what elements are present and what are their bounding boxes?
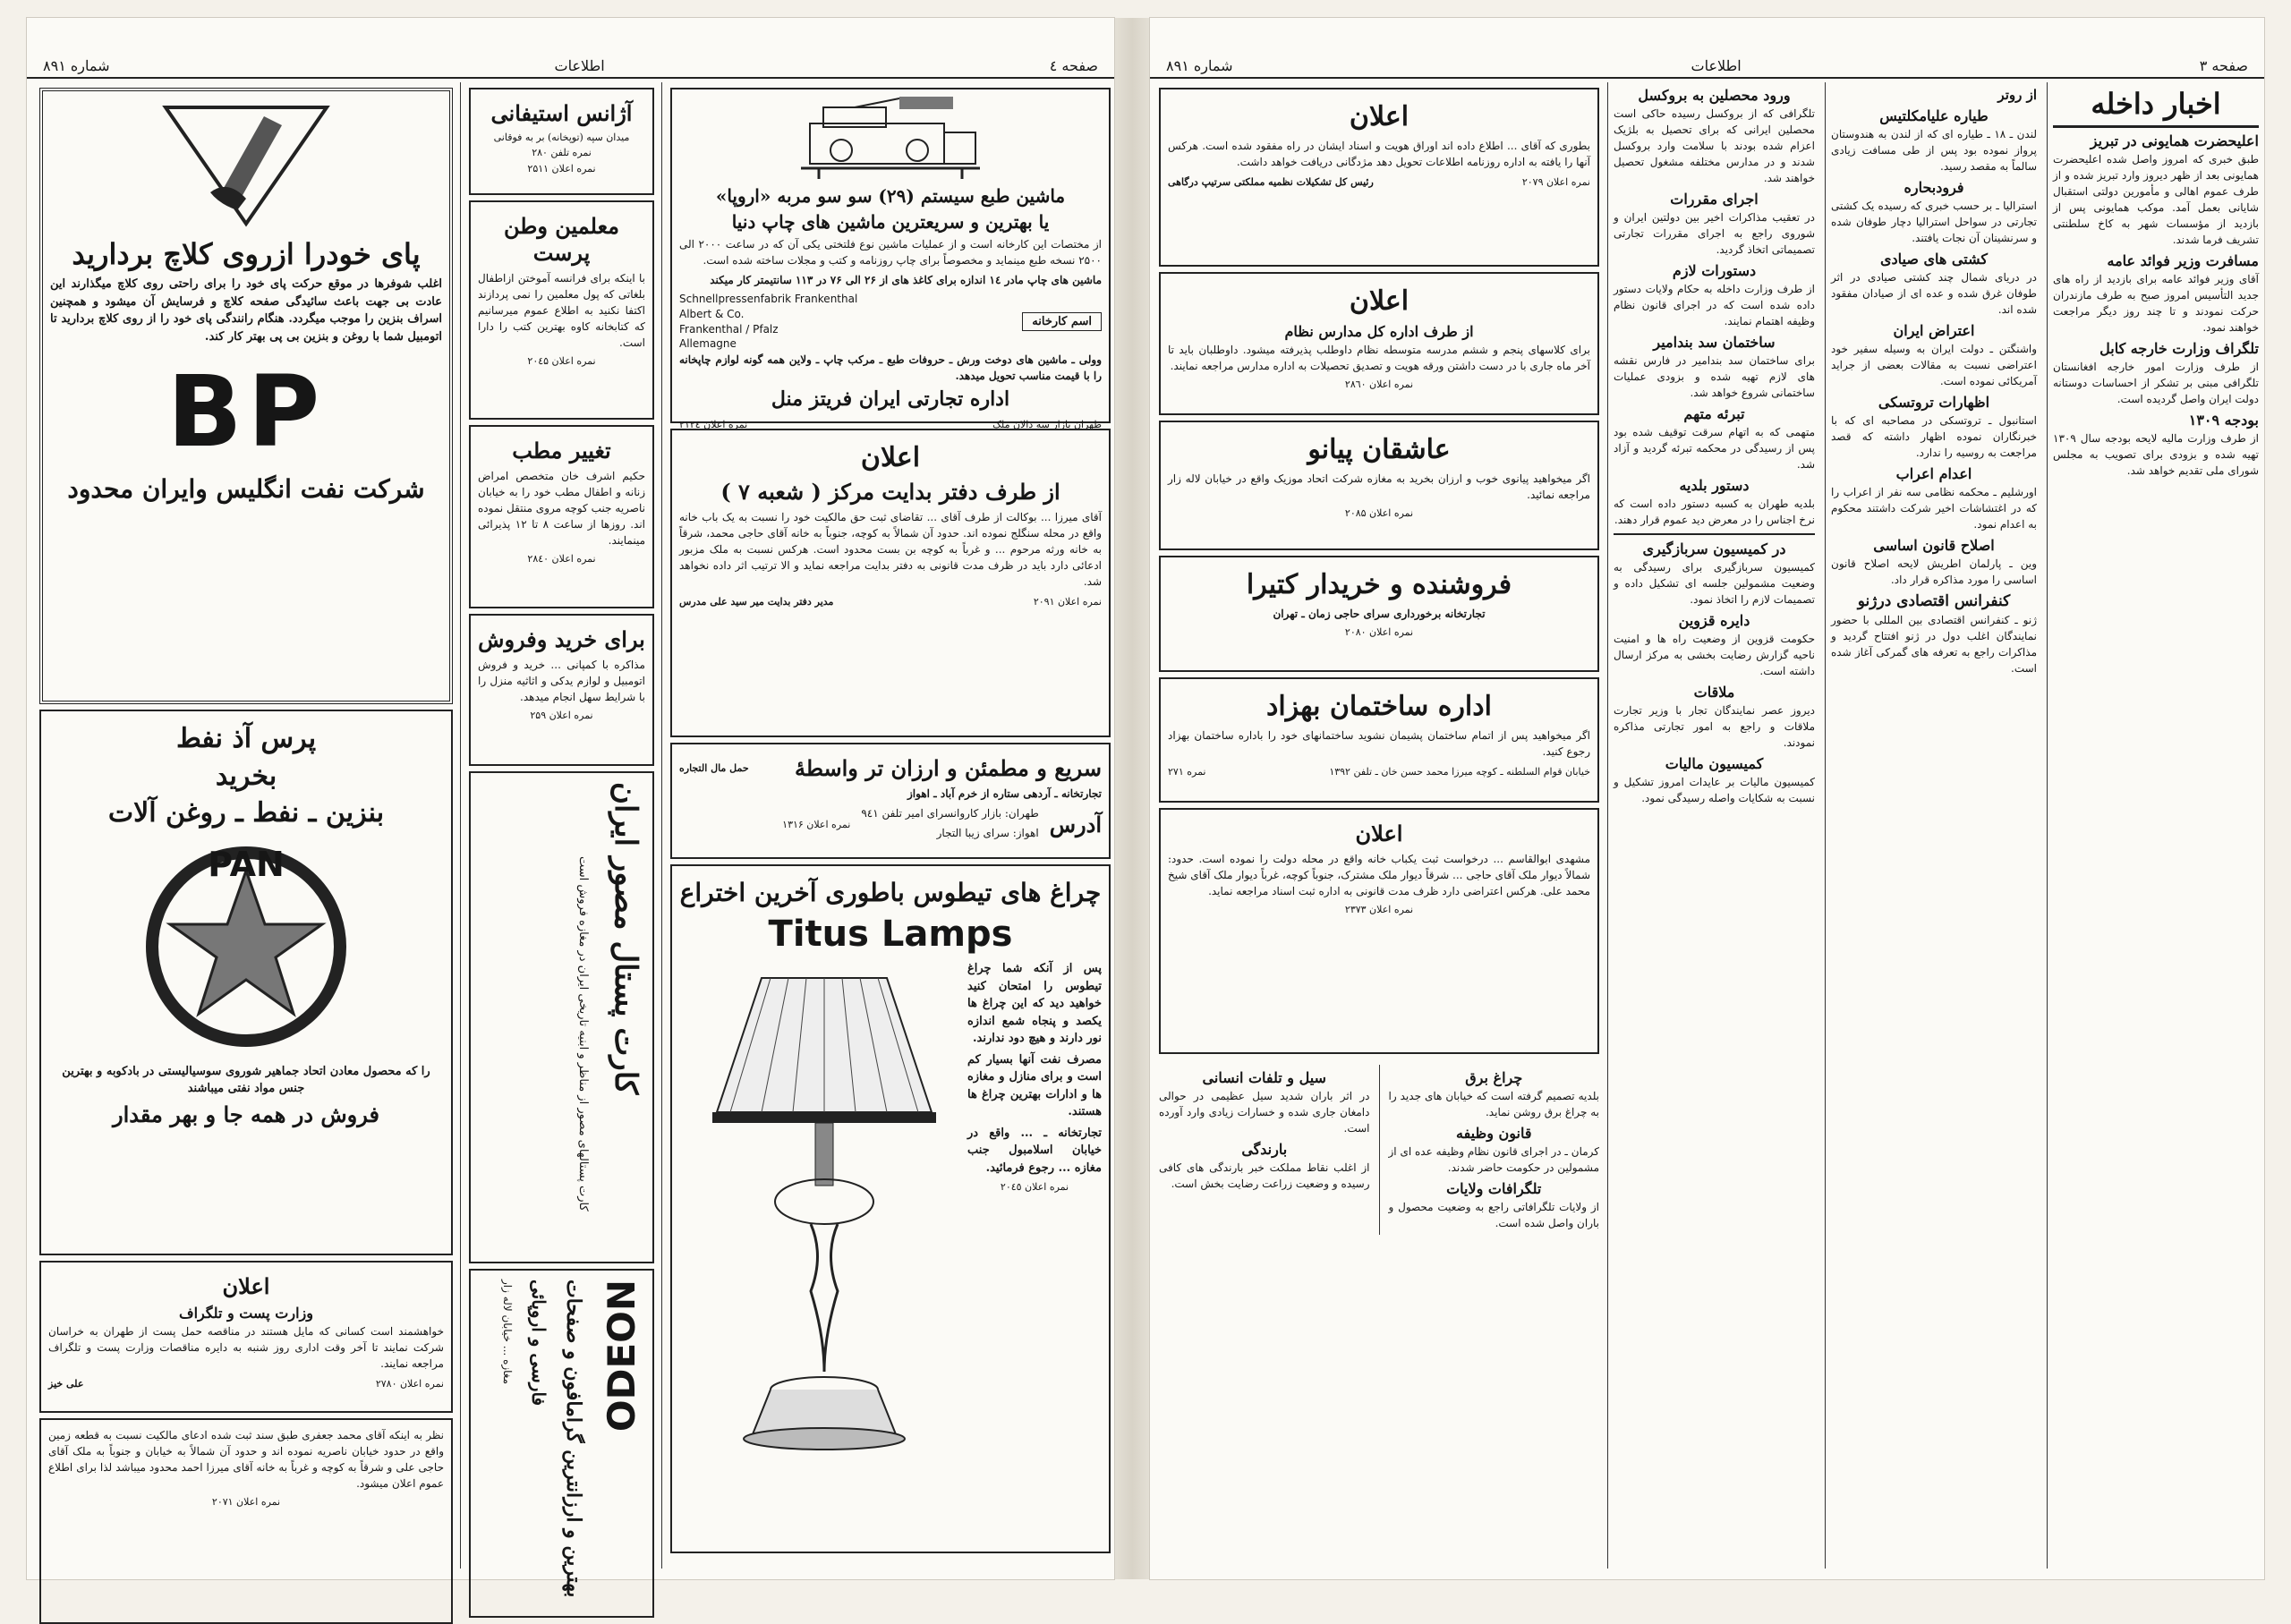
titus-body1: پس از آنکه شما چراغ تیطوس را امتحان کنید خواهید دید که این چراغ ها یکصد و پنجاه شمع اندازه نور دارند و هیچ دود ندارند. [967,962,1102,1045]
telegraph-item-text: ژنو ـ کنفرانس اقتصادی بین المللی با حضور نمایندگان اغلب دول در ژنو افتتاح گردید و مذاکرات راجع به تعرفه های گمرکی آغاز شده است. [1831,614,2037,675]
pan-logo: PAN [208,844,285,884]
titus-ad [670,864,1111,1553]
right-rule-1 [2047,82,2048,1569]
telegraph-column [1826,82,2042,1569]
lamp-icon [690,960,958,1461]
elan-right-body: بطوری که آقای ... اطلاع داده اند اوراق هویت و اسناد ایشان در راه مفقود شده است. هرکس آنها را یافته به اداره روزنامه اطلاعات تحویل دهد مژدگانی دریافت خواهد داشت. [1168,139,1590,168]
right-rule-2 [1825,82,1826,1569]
misc-item-1 [1614,612,1815,679]
misc-item-head: ملاقات [1693,684,1735,701]
telegraph-item-head: طیاره علیامکلتیس [1879,107,1989,124]
news-item-text: آقای وزیر فوائد عامه برای بازدید از راه های جدید التأسیس امروز صبح به طرف مازندران حرکت نمودند و تا چند روز دیگر مراجعت خواهند نمود. [2053,273,2259,334]
bidayat-title: اعلان [860,442,921,473]
buysell-ad [469,614,654,766]
lower-news [1155,1059,1603,1240]
titus-brand: Titus Lamps [768,914,1013,955]
left-col-c [36,82,456,1569]
misc-item-head: در کمیسیون سربازگیری [1642,540,1786,557]
buysell-title: برای خرید وفروش [478,626,645,652]
telegraph-item-1 [1831,179,2037,246]
clinic-body: حکیم اشرف خان متخصص امراض زنانه و اطفال مطب خود را به خیابان ناصریه جنب کوچه مروی منتقل نموده اند. روزها از ساعت ۸ تا ۱۲ پذیرائی مینمایند. [478,470,646,547]
press-title: ماشین طبع سیستم (۲۹) سو سو مربه «اروپا» [715,185,1066,207]
titus-body2: مصرف نفت آنها بسیار کم است و برای منازل و مغازه ها و ادارات بهترین چراغ ها هستند. [967,1052,1102,1118]
agency-ad [469,88,654,195]
vertical-ad [469,771,654,1263]
telegraph-item-text: استانبول ـ تروتسکی در مصاحبه ای که با خبرنگاران نموده اظهار داشته که قصد مراجعت به روسیه را ندارد. [1831,414,2037,459]
clinic-title: تغییر مطب [512,438,611,463]
misc-item-2 [1614,684,1815,751]
registration-number: نمره اعلان ۲۳۷۳ [1344,904,1414,915]
news-item-2 [2053,340,2259,407]
misc-item-text: کرمان ـ در اجرای قانون نظام وظیفه عده ای از مشمولین در حکومت حاضر شدند. [1388,1145,1599,1174]
news-item-3 [2053,412,2259,479]
bidayat-number: نمره اعلان ۲۰۹۱ [1033,595,1102,608]
pan-products: بنزین ـ نفط ـ روغن آلات [107,797,385,829]
brussels-b6: بلدیه طهران به کسبه دستور داده است که نرخ اجناس را در معرض دید عموم قرار دهند. [1614,497,1815,526]
telegraph-item-head: کنفرانس اقتصادی درژنو [1857,592,2011,610]
news-title: اخبار داخله [2053,86,2259,128]
press-number: نمره اعلان ۲۱۲٤ [679,418,748,430]
misc-item-text: در اثر باران شدید سیل عظیمی در حوالی دامغان جاری شده و خسارات زیادی وارد آورده است. [1159,1090,1370,1135]
brussels-body: تلگرافی که از بروکسل رسیده حاکی است محصلین ایرانی که برای تحصیل به بلژیک اعزام شده بودند با سلامت وارد بروکسل شدند و در مدارس مختلفه مشغول تحصیل خواهند شد. [1614,107,1815,184]
transport-addr-label: آدرس [1049,812,1102,838]
odeon-text3: مغازه ... خیابان لاله زار [501,1280,514,1385]
construction-ad [1159,677,1599,803]
elan-school-subtitle: از طرف اداره کل مدارس نظام [1284,322,1474,340]
post-ad [39,1261,453,1413]
buysell-body: مذاکره با کمپانی ... خرید و فروش اتومبیل و لوازم یدکی و اثاثیه منزل را با شرایط سهل انجام میدهد. [478,659,645,703]
bp-company: شرکت نفت انگلیس وایران محدود [67,474,425,504]
right-page [1150,18,2264,1579]
telegraph-item-2 [1831,251,2037,318]
right-page-number: صفحه ۳ [2199,56,2248,74]
left-rule-1 [661,82,662,1569]
press-ad [670,88,1111,430]
pan-line2: بخرید [215,760,277,792]
construction-body: اگر میخواهید پس از اتمام ساختمان پشیمان نشوید ساختمانهای خود را باداره ساختمان بهزاد رجوع کنید. [1168,728,1590,758]
transport-addr2: اهواز: سرای زیبا التجار [936,827,1039,839]
misc-item-3 [1614,755,1815,806]
press-agency-name: اداره تجارتی ایران فریتز منل [771,387,1010,412]
telegraph-item-head: اعتراض ایران [1893,322,1975,339]
misc-item-text: حکومت قزوین از وضعیت راه ها و امنیت ناحیه گزارش رضایت بخشی به مرکز ارسال داشته است. [1614,633,1815,677]
bidayat-signer: مدیر دفتر بدایت میر سید علی مدرس [679,595,834,608]
bp-logo: BP [166,354,326,469]
brussels-s5: تبرئه متهم [1683,405,1745,422]
teachers-number: نمره اعلان ۲۰٤۵ [527,355,596,367]
bp-body: اغلب شوفرها در موقع حرکت پای خود را برای راحتی روی کلاچ میگذارند این عادت بی جهت باعث سائیدگی صفحه کلاچ و فرسایش آن میشود و همچنین اسراف بنزین را موجب میگردد. هنگام رانندگی پای خود را از روی کلاچ بردارید تا اتومبیل شما با روغن و بنزین بی پی بهتر کار کند. [50,277,442,344]
brussels-b5: متهمی که به اتهام سرقت توقیف شده بود پس از رسیدگی در محکمه تبرئه گردید و آزاد شد. [1614,426,1815,471]
piano-ad [1159,421,1599,550]
misc-item-text: دیروز عصر نمایندگان تجار با وزیر تجارت ملاقات و راجع به امور تجارتی مذاکره نمودند. [1614,704,1815,749]
odeon-brand: ODEON [600,1280,643,1433]
katira-body: تجارتخانه برخورداری سرای حاجی زمان ـ تهران [1273,607,1486,620]
vertical-ad-body: کارت پستالهای مصور از مناظر و ابنیه تاریخی ایران در مغازه فروش است [576,856,590,1212]
notice-body: نظر به اینکه آقای محمد جعفری طبق سند ثبت شده ادعای مالکیت نسبت به قطعه زمین واقع در حدود خیابان ناصریه نموده اند و حدود آن شمالاً به خیابان و جنوباً به ملک آقای حاجی علی و شرقاً به کوچه و غرباً به خانه آقای میرزا احمد محدود میباشد لذا برای اطلاع عموم اعلان میشود. [48,1429,445,1490]
press-maker-city: Frankenthal / Pfalz [679,322,779,336]
pan-ad [39,710,453,1255]
news-item-head: تلگراف وزارت خارجه کابل [2099,340,2259,357]
clinic-number: نمره اعلان ۲۸٤۰ [527,553,596,565]
katira-number: نمره اعلان ۲۰۸۰ [1344,625,1414,638]
misc-item-head: تلگرافات ولایات [1446,1180,1542,1197]
telegraph-item-head: اظهارات تروتسکی [1878,394,1990,411]
telegraph-item-head: فرودبحاره [1903,179,1964,196]
news-item-head: بودجه ۱۳۰۹ [2188,412,2259,429]
elan-right [1159,88,1599,267]
bp-headline: پای خودرا ازروی کلاچ بردارید [72,237,421,271]
bidayat-body: آقای میرزا ... بوکالت از طرف آقای ... تقاضای ثبت حق مالکیت خود را نسبت به یک باب خانه واقع در محله سنگلج نموده اند. حدود آن شمالاً به کوچه، جنوباً به خانه آقای حاجی محمد، شرقاً به خانه ورثه مرحوم ... و غرباً به کوچه بن بست محدود است. هرکس نسبت به ملک مزبور ادعائی دارد باید در ظرف مدت قانونی به دفتر بدایت مراجعه نماید و الا ترتیب اثر داده نخواهد شد. [679,510,1102,588]
misc-item-text: از ولایات تلگرافاتی راجع به وضعیت محصول و باران واصل شده است. [1388,1201,1599,1229]
piano-title: عاشقان پیانو [1307,434,1451,465]
notice-ad [39,1418,453,1624]
misc-item-0 [1614,540,1815,608]
left-paper-name: اطلاعات [554,56,605,74]
clutch-pedal-icon [157,98,336,233]
titus-number: نمره اعلان ۲۰٤٥ [1000,1181,1069,1193]
registration-body: مشهدی ابوالقاسم ... درخواست ثبت یکباب خانه واقع در محله دولت را نموده است. حدود: شمالاً دیوار ملک آقای حاجی ... شرقاً دیوار ملک مشترک، جنوباً کوچه، غرباً دیوار ملک آقای شیخ محمد علی. هرکس اعتراضی دارد ظرف مدت قانونی به اداره ثبت اسناد مراجعه نماید. [1168,853,1591,897]
titus-headline: چراغ های تیطوس باطوری آخرین اختراع [679,878,1102,907]
press-agents: وولی ـ ماشین های دوخت ورش ـ حروفات طبع ـ مرکب چاپ ـ ولاین همه گونه لوازم چاپخانه را با قیمت مناسب تحویل میدهد. [679,353,1102,383]
telegraph-item-5 [1831,465,2037,532]
press-agency-addr: طهران بازار سه دالان ملک [992,418,1102,430]
printing-press-icon [792,97,989,182]
teachers-title: معلمین وطن پرست [503,213,620,266]
telegraph-item-head: اعدام اعراب [1895,465,1972,482]
left-masthead [27,54,1114,79]
katira-ad [1159,556,1599,672]
registration-ad [1159,808,1599,1054]
telegraph-item-head: کشتی های صیادی [1880,251,1988,268]
bp-ad [39,88,453,704]
transport-ad [670,743,1111,859]
construction-addr: خیابان قوام السلطنه ـ کوچه میرزا محمد حسن خان ـ تلفن ۱۳۹۲ [1329,765,1590,778]
clinic-ad [469,425,654,608]
telegraph-item-text: واشنگتن ـ دولت ایران به وسیله سفیر خود اعتراضی نسبت به مقالات بعضی از جراید آمریکائی نموده است. [1831,343,2037,387]
buysell-number: نمره اعلان ۲۵۹ [530,710,593,721]
news-item-text: از طرف وزارت مالیه لایحه بودجه سال ۱۳۰۹ تهیه شده و بزودی برای تصویب به مجلس شورای ملی تقدیم خواهد شد. [2053,432,2259,477]
press-maker-de: Schnellpressenfabrik Frankenthal [679,293,858,305]
news-item-head: اعلیحضرت همایونی در تبریز [2090,132,2259,149]
post-signer: علی خیز [48,1378,84,1390]
registration-title: اعلان [1355,821,1403,846]
right-masthead [1150,54,2264,79]
left-page-number: صفحه ٤ [1049,56,1098,74]
transport-title: سریع و مطمئن و ارزان تر واسطهٔ [794,755,1102,781]
notice-number: نمره اعلان ۲۰۷۱ [211,1496,281,1508]
left-col-b [465,82,658,1598]
press-maker [679,292,857,352]
elan-right-signer: رئیس کل تشکیلات نظمیه مملکتی سرتیپ درگاهی [1168,175,1374,188]
construction-title: اداره ساختمان بهزاد [1266,691,1492,722]
elan-school-body: برای کلاسهای پنجم و ششم مدرسه متوسطه نظام داوطلب پذیرفته میشود. داوطلبان باید تا آخر ماه جاری با در دست داشتن ورقه هویت و تصدیق تحصیلات به اداره مدارس مراجعه نمایند. [1168,343,1590,372]
press-subtitle: یا بهترین و سریعترین ماشین های چاپ دنیا [731,211,1050,233]
left-col-a [667,82,1114,1569]
transport-number: نمره اعلان ۱۳۱۶ [782,819,851,831]
piano-number: نمره اعلان ۲۰۸۵ [1344,506,1414,519]
elan-school-title: اعلان [1349,285,1410,317]
brussels-column [1608,82,1820,1569]
post-subtitle: وزارت پست و تلگراف [178,1305,313,1322]
agency-body: میدان سپه (توپخانه) بر به فوقانی [493,132,630,143]
misc-item-head: چراغ برق [1465,1069,1523,1086]
news-item-1 [2053,252,2259,336]
divider [1614,533,1815,535]
brussels-s2: اجرای مقررات [1670,191,1759,208]
news-item-0 [2053,132,2259,248]
news-column [2048,82,2264,1569]
misc-item-head: کمیسیون مالیات [1665,755,1764,772]
agency-title: آژانس استیفانی [490,100,633,126]
bidayat-subtitle: از طرف دفتر بدایت مرکز ( شعبه ۷ ) [720,478,1060,505]
misc-item-head: بارندگی [1241,1141,1288,1158]
post-body: خواهشمند است کسانی که مایل هستند در مناقصه حمل پست از طهران به خراسان شرکت نمایند تا آخر وقت اداری روز شنبه به دایره مناقصات وزارت پست و تلگراف مراجعه نمایند. [48,1325,444,1370]
telegraph-item-6 [1831,537,2037,588]
telegraph-item-3 [1831,322,2037,389]
teachers-body: با اینکه برای فرانسه آموختن ازاطفال بلغاتی که پول معلمین را نمی پردازند اکتفا نکنید به اطلاع عموم میرسانیم که کتابخانه کاوه بهترین کتب را دارا است. [478,272,645,349]
news-item-text: طبق خبری که امروز واصل شده اعلیحضرت همایونی بعد از ظهر دیروز وارد تبریز شده و از طرف عموم اهالی و مأمورین دولتی استقبال شایانی بعمل آمد. موکب همایونی پس از بازدید از مؤسسات شهر به کاخ سلطنتی تشریف فرما شدند. [2053,153,2259,246]
telegraph-item-7 [1831,592,2037,676]
telegraph-item-text: وین ـ پارلمان اطریش لایحه اصلاح قانون اساسی را مورد مذاکره قرار داد. [1831,557,2037,586]
left-page [27,18,1114,1598]
news-item-text: از طرف وزارت امور خارجه افغانستان تلگرافی مبنی بر تشکر از احساسات دوستانه دولت ایران واصل گردیده است. [2053,361,2259,405]
agency-number: نمره اعلان ۲۵۱۱ [527,162,596,174]
telegraph-item-4 [1831,394,2037,461]
left-rule-2 [460,82,461,1569]
brussels-b3: از طرف وزارت داخله به حکام ولایات دستور داده شده است که در اجرای قانون نظام وظیفه اهتمام نمایند. [1614,283,1815,327]
pan-logo-wrap [139,839,353,1054]
elan-right-number: نمره اعلان ۲۰۷۹ [1521,175,1590,188]
pan-line1: پرس آذ نفط [175,723,317,754]
telegraph-item-text: اورشلیم ـ محکمه نظامی سه نفر از اعراب را که در اغتشاشات اخیر شرکت داشتند محکوم به اعدام نمود. [1831,486,2037,531]
telegraph-item-text: در دریای شمال چند کشتی صیادی در اثر طوفان غرق شده و عده ای از صیادان مفقود شده اند. [1831,271,2037,316]
misc-item-head: دایره قزوین [1678,612,1750,629]
page-gutter [1114,18,1150,1579]
telegraph-item-text: استرالیا ـ بر حسب خبری که رسیده یک کشتی تجارتی در سواحل استرالیا دچار طوفان شده و سرنشینان آن نجات یافتند. [1831,200,2037,244]
brussels-title: ورود محصلین به بروکسل [1638,87,1791,104]
elan-school [1159,272,1599,415]
brussels-s3: دستورات لازم [1672,262,1757,279]
pan-desc: را که محصول معادن اتحاد جماهیر شوروی سوسیالیستی در بادکوبه و بهترین جنس مواد نفتی میباشند [62,1064,430,1095]
press-small: ماشین های چاپ مادر ۱٤ اندازه برای کاغذ های از ۲۶ الی ۷۶ در ۱۱۳ سانتیمتر کار میکند [710,274,1102,286]
press-maker-country: Allemagne [679,337,737,351]
news-item-head: مسافرت وزیر فوائد عامه [2107,252,2259,269]
titus-body3: تجارتخانه ـ ... واقع در خیابان اسلامبول جنب مغازه ... رجوع فرمائید. [967,1126,1102,1175]
telegraph-item-head: اصلاح قانون اساسی [1873,537,1995,554]
factory-label: اسم کارخانه [1022,312,1102,331]
teachers-ad [469,200,654,420]
transport-body: تجارتخانه ـ آردهی ستاره از خرم آباد ـ اهواز [907,787,1102,800]
brussels-s6: دستور بلدیه [1679,477,1750,494]
brussels-b4: برای ساختمان سد بندامیر در فارس نقشه های لازم تهیه شده و بزودی عملیات ساختمانی شروع خواهد شد. [1614,354,1815,399]
elan-school-number: نمره اعلان ۲۸٦۰ [1344,378,1414,390]
construction-number: نمره ۲۷۱ [1168,765,1206,778]
press-body: از مختصات این کارخانه است و از عملیات ماشین نوع فلتختی یکی آن که در ساعت ۲۰۰۰ الی ۲۵۰۰ نسخه طبع مینماید و مخصوصاً برای چاپ روزنامه و کتب و مجلات ساخته شده است. [679,238,1102,267]
misc-item-head: سیل و تلفات انسانی [1202,1069,1326,1086]
misc-item-head: قانون وظیفه [1455,1125,1532,1142]
vertical-ad-title: کارت پستال مصور ایران [608,782,643,1095]
katira-title: فروشنده و خریدار کتیرا [1246,569,1512,600]
left-issue-number: شماره ۸۹۱ [43,56,110,74]
odeon-ad [469,1269,654,1618]
post-number: نمره اعلان ۲۷۸۰ [375,1378,444,1390]
transport-tag: حمل مال التجاره [679,762,749,775]
misc-item-text: کمیسیون سربازگیری برای رسیدگی به وضعیت مشمولین جلسه ای تشکیل داده و تصمیمات لازم را اتخاذ نمود. [1614,561,1815,606]
post-title: اعلان [222,1273,270,1299]
right-ads-column [1155,82,1603,1569]
elan-right-title: اعلان [1349,101,1410,132]
press-maker-name: Albert & Co. [679,307,745,320]
bidayat-ad [670,429,1111,737]
brussels-b2: در تعقیب مذاکرات اخیر بین دولتین ایران و شوروی راجع به اجرای مقررات تجارتی تصمیماتی اتخاذ گردید. [1614,211,1815,256]
piano-body: اگر میخواهید پیانوی خوب و ارزان بخرید به مغازه شرکت اتحاد موزیک واقع در خیابان لاله زار مراجعه نمائید. [1168,472,1590,501]
telegraph-item-text: لندن ـ ۱۸ ـ طیاره ای که از لندن به هندوستان پرواز نموده بود پس از طی مسافت زیادی سالماً به مقصد رسید. [1831,128,2037,173]
agency-phone: نمره تلفن ۲۸۰ [532,147,592,159]
misc-item-text: بلدیه تصمیم گرفته است که خیابان های جدید را به چراغ برق روشن نماید. [1388,1090,1599,1118]
pan-footer: فروش در همه جا و بهر مقدار [113,1101,379,1127]
right-paper-name: اطلاعات [1691,56,1742,74]
right-issue-number: شماره ۸۹۱ [1166,56,1233,74]
telegraph-title: از روتر [1997,87,2037,103]
telegraph-item-0 [1831,107,2037,174]
lower-news-rule [1379,1065,1380,1235]
odeon-text1: بهترین و ارزانترین گرامافون و صفحات [562,1280,585,1598]
odeon-text2: فارسی و اروپائی [528,1280,549,1407]
brussels-s4: ساختمان سد بندامیر [1653,334,1776,351]
transport-addr1: طهران: بازار کاروانسرای امیر تلفن ۹٤۱ [861,807,1039,820]
misc-item-text: کمیسیون مالیات بر عایدات امروز تشکیل و نسبت به شکایات واصله رسیدگی نمود. [1614,776,1815,804]
misc-item-text: از اغلب نقاط مملکت خبر بارندگی های کافی رسیده و وضعیت زراعت رضایت بخش است. [1159,1161,1370,1190]
right-rule-3 [1607,82,1608,1569]
